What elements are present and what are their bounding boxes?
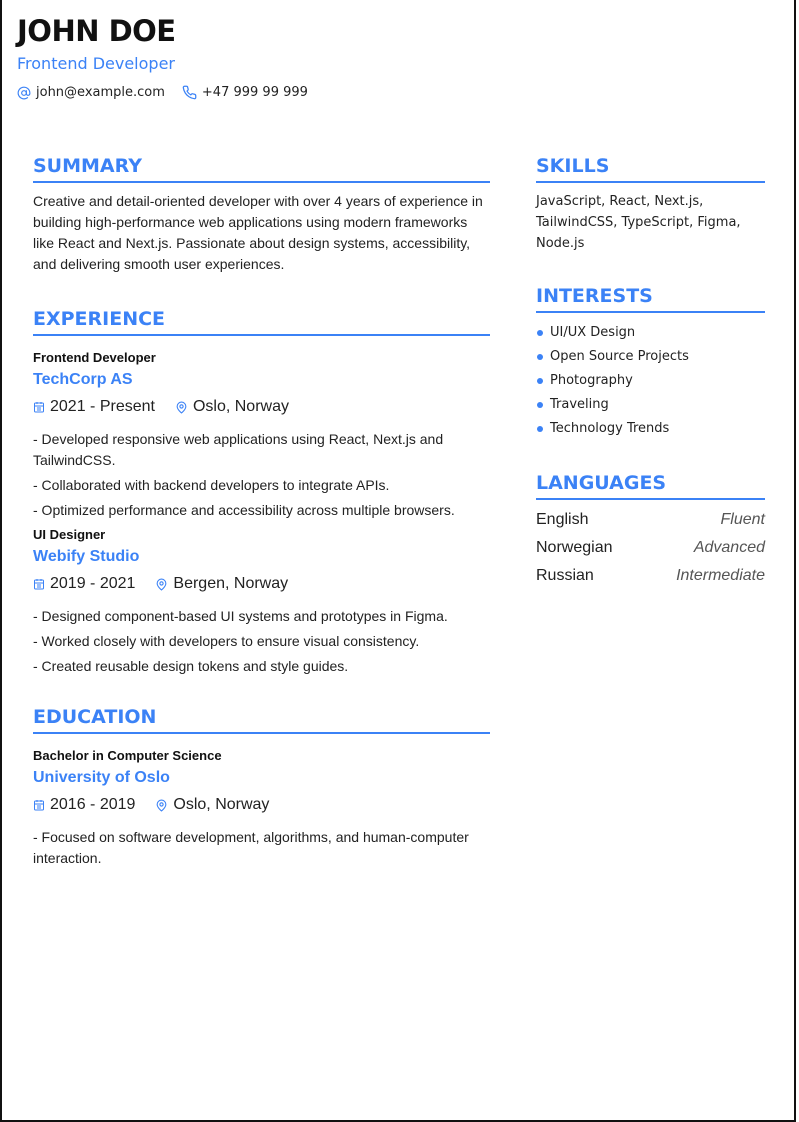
side-column [536, 154, 765, 590]
candidate-title: Frontend Developer [17, 54, 175, 73]
job-entry [33, 527, 490, 677]
resume-header [17, 12, 325, 100]
phone-contact[interactable] [182, 85, 308, 100]
language-row [536, 534, 765, 562]
job-bullet: - Created reusable design tokens and style guides. [33, 658, 349, 674]
map-pin-icon [175, 401, 188, 414]
calendar-icon [33, 401, 45, 413]
interest-item: Open Source Projects [536, 345, 765, 369]
language-name: Norwegian [536, 539, 613, 556]
education-bullet: - Focused on software development, algorithms, and human-computer interaction. [33, 829, 469, 866]
job-meta [33, 574, 490, 594]
calendar-icon [33, 578, 45, 590]
map-pin-icon [155, 578, 168, 591]
job-bullets [33, 429, 490, 521]
job-location [155, 574, 288, 594]
education-section [33, 705, 490, 869]
email-text: john@example.com [36, 85, 165, 100]
job-dates [33, 397, 155, 417]
interests-section [536, 284, 765, 441]
job-company: TechCorp AS [33, 371, 133, 388]
language-level: Intermediate [676, 567, 765, 584]
job-bullets [33, 606, 490, 677]
education-location-text: Oslo, Norway [173, 796, 270, 813]
language-name: English [536, 511, 589, 528]
school: University of Oslo [33, 769, 170, 786]
job-dates-text: 2021 - Present [50, 398, 155, 415]
summary-text: Creative and detail-oriented developer with over 4 years of experience in building high-performance web applications using modern frameworks like React and Next.js. Passionate about design systems, accessibility, and delivering smooth user experiences. [33, 193, 483, 272]
map-pin-icon [155, 799, 168, 812]
skills-section [536, 154, 765, 254]
contact-row [17, 85, 325, 100]
at-sign-icon [17, 86, 31, 100]
job-bullet: - Developed responsive web applications using React, Next.js and TailwindCSS. [33, 431, 444, 468]
languages-heading: LANGUAGES [536, 471, 765, 500]
job-dates [33, 574, 135, 594]
job-meta [33, 397, 490, 417]
degree: Bachelor in Computer Science [33, 748, 222, 763]
language-level: Advanced [693, 539, 765, 556]
education-location [155, 795, 269, 815]
candidate-name: JOHN DOE [17, 14, 176, 48]
language-name: Russian [536, 567, 594, 584]
summary-section [33, 154, 490, 275]
education-dates [33, 795, 135, 815]
job-company: Webify Studio [33, 548, 140, 565]
experience-heading: EXPERIENCE [33, 307, 490, 336]
summary-heading: SUMMARY [33, 154, 490, 183]
languages-section [536, 471, 765, 590]
job-bullet: - Collaborated with backend developers to integrate APIs. [33, 477, 390, 493]
phone-text: +47 999 99 999 [201, 85, 308, 100]
interest-item: Photography [536, 369, 765, 393]
language-level: Fluent [720, 511, 765, 528]
education-bullets [33, 827, 490, 869]
education-heading: EDUCATION [33, 705, 490, 734]
interest-item: Technology Trends [536, 417, 765, 441]
interest-item: Traveling [536, 393, 765, 417]
interest-item: UI/UX Design [536, 321, 765, 345]
education-entry [33, 748, 490, 869]
interests-list [536, 321, 765, 441]
phone-icon [182, 85, 197, 100]
calendar-icon [33, 799, 45, 811]
job-dates-text: 2019 - 2021 [50, 575, 136, 592]
interests-heading: INTERESTS [536, 284, 765, 313]
skills-heading: SKILLS [536, 154, 765, 183]
job-bullet: - Worked closely with developers to ensure visual consistency. [33, 633, 420, 649]
job-bullet: - Optimized performance and accessibility across multiple browsers. [33, 502, 455, 518]
job-location-text: Oslo, Norway [192, 398, 289, 415]
email-contact[interactable] [17, 85, 165, 100]
skills-text: JavaScript, React, Next.js, TailwindCSS, TypeScript, Figma, Node.js [536, 194, 741, 251]
languages-list [536, 506, 765, 590]
job-bullet: - Designed component-based UI systems and prototypes in Figma. [33, 608, 448, 624]
education-dates-text: 2016 - 2019 [50, 796, 136, 813]
experience-section [33, 307, 490, 677]
job-role: UI Designer [33, 527, 106, 542]
job-role: Frontend Developer [33, 350, 156, 365]
job-entry [33, 350, 490, 521]
main-column [33, 154, 490, 873]
language-row [536, 562, 765, 590]
job-location-text: Bergen, Norway [173, 575, 289, 592]
education-meta [33, 795, 490, 815]
language-row [536, 506, 765, 534]
job-location [175, 397, 289, 417]
